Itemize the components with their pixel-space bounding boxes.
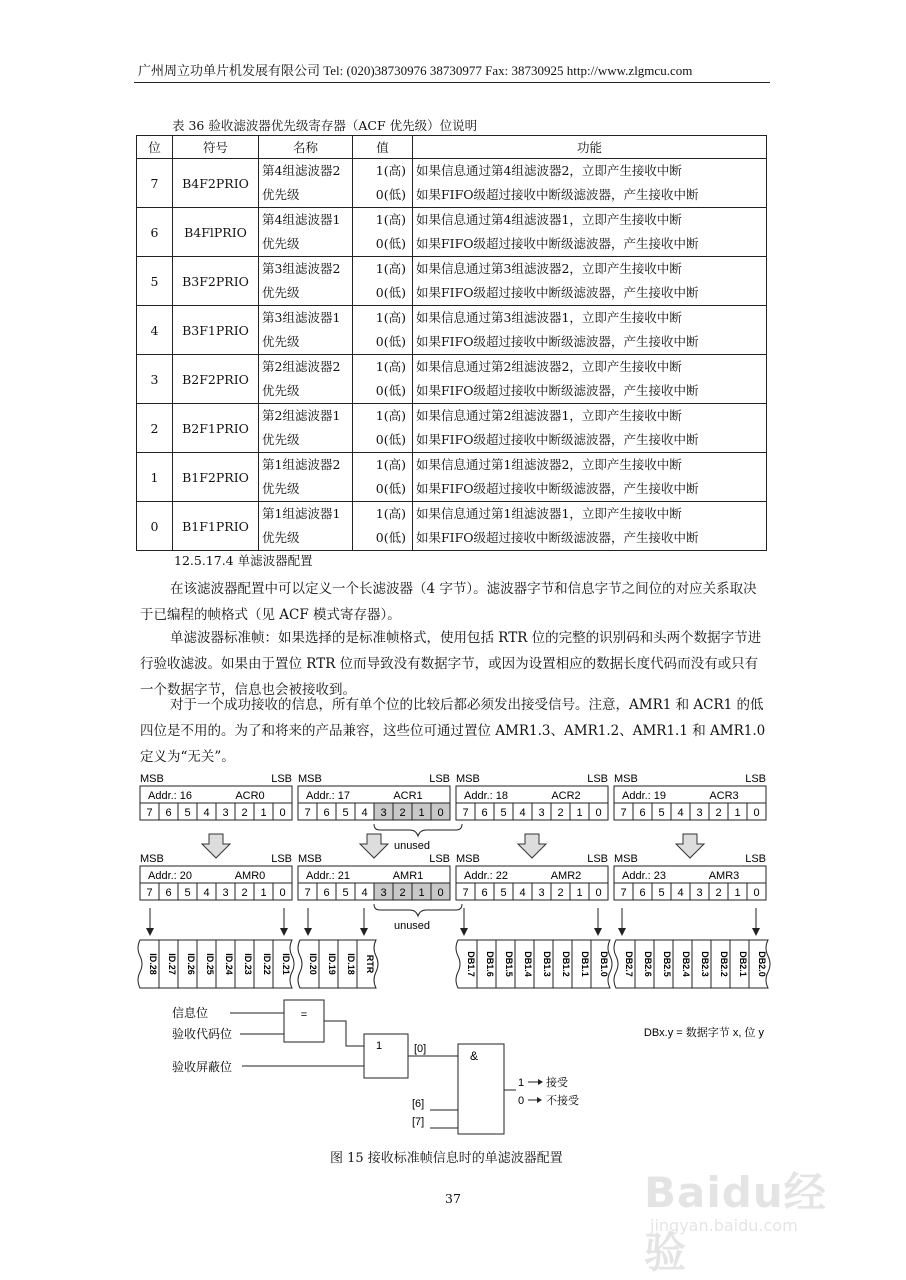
arrow-head-icon bbox=[280, 928, 288, 936]
msb-label: MSB bbox=[456, 853, 480, 865]
bit-number: 5 bbox=[342, 807, 349, 819]
message-bit-label: DB1.7 bbox=[466, 951, 476, 977]
acr-name: ACR0 bbox=[235, 790, 265, 802]
message-bit-label: DB2.1 bbox=[738, 951, 748, 977]
label-accept-mask: 验收屏蔽位 bbox=[172, 1060, 233, 1074]
table-row bbox=[137, 453, 767, 502]
message-bit-label: DB2.0 bbox=[757, 951, 767, 977]
down-arrow-icon bbox=[360, 834, 388, 858]
cell-function-line-1: 如果信息通过第3组滤波器1，立即产生接收中断 bbox=[416, 310, 682, 325]
cell-function-line-2: 如果FIFO级超过接收中断级滤波器，产生接收中断 bbox=[416, 334, 699, 349]
message-bit-label: ID.23 bbox=[243, 953, 253, 975]
bit-number: 7 bbox=[620, 887, 627, 899]
message-bit-label: ID.25 bbox=[205, 953, 215, 975]
header-rule bbox=[134, 82, 770, 83]
table-row bbox=[137, 404, 767, 453]
figure-caption: 图 15 接收标准帧信息时的单滤波器配置 bbox=[330, 1151, 563, 1166]
bit-number: 1 bbox=[576, 807, 583, 819]
cell-function-line-2: 如果FIFO级超过接收中断级滤波器，产生接收中断 bbox=[416, 481, 699, 496]
bit-number: 5 bbox=[342, 887, 349, 899]
bit-number: 6 bbox=[165, 807, 172, 819]
cell-bit: 7 bbox=[137, 159, 173, 208]
bit-number: 4 bbox=[203, 807, 210, 819]
bit-number: 0 bbox=[437, 887, 444, 899]
bit-number: 0 bbox=[279, 887, 286, 899]
unused-label: unused bbox=[393, 920, 431, 932]
acf-priority-table bbox=[136, 135, 767, 551]
unused-brace bbox=[374, 824, 462, 836]
message-bit-label: DB2.2 bbox=[719, 951, 729, 977]
table-caption: 表 36 验收滤波器优先级寄存器（ACF 优先级）位说明 bbox=[172, 118, 478, 133]
cell-symbol: B2F2PRIO bbox=[173, 355, 259, 404]
input-0-label: [0] bbox=[414, 1043, 427, 1055]
paragraph-2: 单滤波器标准帧：如果选择的是标准帧格式，使用包括 RTR 位的完整的识别码和头两个数据字节进行验收滤波。如果由于置位 RTR 位而导致没有数据字节，或因为设置相应的数据长度代码而没有或只有一个数据字节，信息也会被接收到。 bbox=[140, 630, 762, 698]
or-gate-symbol: 1 bbox=[376, 1040, 383, 1052]
bit-number: 7 bbox=[620, 807, 627, 819]
bit-number: 4 bbox=[519, 807, 526, 819]
cell-bit: 1 bbox=[137, 453, 173, 502]
and-gate bbox=[458, 1044, 504, 1134]
baidu-watermark bbox=[638, 1160, 868, 1277]
cell-name bbox=[259, 355, 353, 404]
cell-value bbox=[353, 208, 413, 257]
cell-bit: 2 bbox=[137, 404, 173, 453]
cell-name-line-1: 第1组滤波器1 bbox=[262, 506, 341, 521]
bit-number: 6 bbox=[165, 887, 172, 899]
bit-number: 1 bbox=[734, 887, 741, 899]
cell-name bbox=[259, 159, 353, 208]
bit-number: 6 bbox=[323, 887, 330, 899]
label-accept-code: 验收代码位 bbox=[172, 1027, 233, 1041]
arrow-head-icon bbox=[460, 928, 468, 936]
cell-value bbox=[353, 502, 413, 551]
cell-name-line-1: 第3组滤波器2 bbox=[262, 261, 341, 276]
lsb-label: LSB bbox=[745, 853, 766, 865]
msb-label: MSB bbox=[614, 773, 638, 785]
cell-symbol: B4F2PRIO bbox=[173, 159, 259, 208]
cell-name bbox=[259, 306, 353, 355]
table-row bbox=[137, 257, 767, 306]
bit-number: 0 bbox=[595, 887, 602, 899]
cell-function-line-1: 如果信息通过第4组滤波器1，立即产生接收中断 bbox=[416, 212, 682, 227]
msb-label: MSB bbox=[140, 853, 164, 865]
cell-name-line-2: 优先级 bbox=[262, 187, 300, 202]
bit-number: 0 bbox=[753, 807, 760, 819]
message-bit-label: DB2.7 bbox=[624, 951, 634, 977]
cell-function-line-1: 如果信息通过第4组滤波器2，立即产生接收中断 bbox=[416, 163, 682, 178]
bit-number: 3 bbox=[538, 887, 545, 899]
msb-label: MSB bbox=[298, 773, 322, 785]
cell-value-line-1: 1(高) bbox=[375, 457, 406, 472]
cell-function bbox=[413, 306, 767, 355]
msb-label: MSB bbox=[456, 773, 480, 785]
cell-name bbox=[259, 453, 353, 502]
amr-name: AMR2 bbox=[550, 870, 582, 882]
bit-number: 4 bbox=[677, 807, 684, 819]
lsb-label: LSB bbox=[745, 773, 766, 785]
cell-value-line-2: 0(低) bbox=[375, 530, 406, 545]
bit-number: 0 bbox=[595, 807, 602, 819]
table-row bbox=[137, 208, 767, 257]
col-header-symbol: 符号 bbox=[173, 136, 259, 159]
amr-name: AMR0 bbox=[234, 870, 266, 882]
arrow-right-icon bbox=[537, 1097, 542, 1103]
cell-name-line-2: 优先级 bbox=[262, 481, 300, 496]
bit-number: 3 bbox=[380, 807, 387, 819]
or-gate bbox=[364, 1034, 408, 1078]
lsb-label: LSB bbox=[587, 853, 608, 865]
cell-function-line-1: 如果信息通过第1组滤波器2，立即产生接收中断 bbox=[416, 457, 682, 472]
message-bit-label: ID.19 bbox=[327, 953, 337, 975]
bit-number: 6 bbox=[639, 807, 646, 819]
message-bit-label: ID.28 bbox=[148, 953, 158, 975]
cell-value-line-2: 0(低) bbox=[375, 432, 406, 447]
bit-number: 3 bbox=[222, 887, 229, 899]
cell-function-line-2: 如果FIFO级超过接收中断级滤波器，产生接收中断 bbox=[416, 432, 699, 447]
bit-number: 0 bbox=[753, 887, 760, 899]
bit-number: 3 bbox=[696, 807, 703, 819]
amr-addr: Addr.: 20 bbox=[148, 870, 193, 882]
message-bit-label: DB2.5 bbox=[662, 951, 672, 977]
cell-value-line-1: 1(高) bbox=[375, 359, 406, 374]
bit-number: 2 bbox=[715, 887, 722, 899]
cell-name-line-2: 优先级 bbox=[262, 530, 300, 545]
eq-gate-symbol: = bbox=[300, 1009, 308, 1021]
cell-value-line-1: 1(高) bbox=[375, 506, 406, 521]
message-bit-label: ID.20 bbox=[308, 953, 318, 975]
cell-symbol: B1F1PRIO bbox=[173, 502, 259, 551]
cell-value-line-2: 0(低) bbox=[375, 334, 406, 349]
bit-number: 2 bbox=[399, 887, 406, 899]
cell-bit: 5 bbox=[137, 257, 173, 306]
single-filter-diagram bbox=[136, 768, 776, 1138]
output-1: 1 bbox=[518, 1077, 525, 1089]
cell-function-line-2: 如果FIFO级超过接收中断级滤波器，产生接收中断 bbox=[416, 236, 699, 251]
cell-function bbox=[413, 453, 767, 502]
cell-value bbox=[353, 355, 413, 404]
down-arrow-icon bbox=[518, 834, 546, 858]
bit-number: 5 bbox=[500, 807, 507, 819]
msb-label: MSB bbox=[614, 853, 638, 865]
acr-name: ACR3 bbox=[709, 790, 739, 802]
cell-symbol: B4FlPRIO bbox=[173, 208, 259, 257]
bit-number: 5 bbox=[184, 807, 191, 819]
cell-name-line-1: 第1组滤波器2 bbox=[262, 457, 341, 472]
cell-function bbox=[413, 355, 767, 404]
cell-name bbox=[259, 257, 353, 306]
arrow-head-icon bbox=[360, 928, 368, 936]
bit-number: 7 bbox=[146, 887, 153, 899]
cell-value-line-1: 1(高) bbox=[375, 408, 406, 423]
col-header-name: 名称 bbox=[259, 136, 353, 159]
cell-value bbox=[353, 404, 413, 453]
unused-label: unused bbox=[393, 840, 431, 852]
bit-number: 6 bbox=[323, 807, 330, 819]
bit-number: 2 bbox=[557, 887, 564, 899]
cell-value-line-2: 0(低) bbox=[375, 481, 406, 496]
bit-number: 5 bbox=[658, 887, 665, 899]
cell-name-line-2: 优先级 bbox=[262, 334, 300, 349]
bit-number: 2 bbox=[557, 807, 564, 819]
acr-addr: Addr.: 17 bbox=[306, 790, 351, 802]
cell-bit: 0 bbox=[137, 502, 173, 551]
bit-number: 4 bbox=[203, 887, 210, 899]
cell-value-line-1: 1(高) bbox=[375, 212, 406, 227]
cell-value-line-1: 1(高) bbox=[375, 261, 406, 276]
output-1-label: 接受 bbox=[546, 1077, 568, 1089]
cell-value-line-2: 0(低) bbox=[375, 236, 406, 251]
bit-number: 1 bbox=[418, 807, 425, 819]
cell-value-line-2: 0(低) bbox=[375, 285, 406, 300]
label-message-bit: 信息位 bbox=[172, 1006, 209, 1020]
cell-bit: 3 bbox=[137, 355, 173, 404]
cell-function-line-2: 如果FIFO级超过接收中断级滤波器，产生接收中断 bbox=[416, 187, 699, 202]
bit-number: 6 bbox=[481, 887, 488, 899]
cell-symbol: B1F2PRIO bbox=[173, 453, 259, 502]
cell-value bbox=[353, 257, 413, 306]
message-bit-label: ID.18 bbox=[346, 953, 356, 975]
lsb-label: LSB bbox=[271, 773, 292, 785]
amr-name: AMR1 bbox=[392, 870, 424, 882]
message-bit-label: ID.22 bbox=[262, 953, 272, 975]
cell-name bbox=[259, 404, 353, 453]
lsb-label: LSB bbox=[429, 853, 450, 865]
acr-addr: Addr.: 16 bbox=[148, 790, 193, 802]
table-row bbox=[137, 502, 767, 551]
msb-label: MSB bbox=[140, 773, 164, 785]
message-bit-label: DB2.6 bbox=[643, 951, 653, 977]
amr-addr: Addr.: 21 bbox=[306, 870, 351, 882]
bit-number: 5 bbox=[500, 887, 507, 899]
cell-name-line-1: 第4组滤波器1 bbox=[262, 212, 341, 227]
acr-addr: Addr.: 19 bbox=[622, 790, 667, 802]
bit-number: 4 bbox=[361, 807, 368, 819]
message-bit-label: DB1.1 bbox=[580, 951, 590, 977]
bit-number: 7 bbox=[304, 807, 311, 819]
input-7-label: [7] bbox=[412, 1116, 425, 1128]
output-0: 0 bbox=[518, 1095, 525, 1107]
arrow-head-icon bbox=[594, 928, 602, 936]
amr-addr: Addr.: 23 bbox=[622, 870, 667, 882]
down-arrow-icon bbox=[202, 834, 230, 858]
wire bbox=[324, 1021, 364, 1046]
cell-function bbox=[413, 159, 767, 208]
message-bit-label: DB1.0 bbox=[599, 951, 609, 977]
lsb-label: LSB bbox=[587, 773, 608, 785]
col-header-value: 值 bbox=[353, 136, 413, 159]
amr-addr: Addr.: 22 bbox=[464, 870, 509, 882]
cell-name-line-1: 第2组滤波器1 bbox=[262, 408, 341, 423]
cell-name-line-2: 优先级 bbox=[262, 236, 300, 251]
cell-name-line-2: 优先级 bbox=[262, 432, 300, 447]
cell-function-line-1: 如果信息通过第2组滤波器1，立即产生接收中断 bbox=[416, 408, 682, 423]
bit-number: 2 bbox=[715, 807, 722, 819]
cell-name-line-2: 优先级 bbox=[262, 285, 300, 300]
bit-number: 0 bbox=[279, 807, 286, 819]
cell-bit: 6 bbox=[137, 208, 173, 257]
eq-gate bbox=[284, 1000, 324, 1042]
cell-value-line-2: 0(低) bbox=[375, 383, 406, 398]
arrow-right-icon bbox=[538, 1079, 543, 1085]
msb-label: MSB bbox=[298, 853, 322, 865]
bit-number: 0 bbox=[437, 807, 444, 819]
table-row bbox=[137, 306, 767, 355]
arrow-head-icon bbox=[618, 928, 626, 936]
acr-name: ACR1 bbox=[393, 790, 423, 802]
amr-name: AMR3 bbox=[708, 870, 740, 882]
bit-number: 7 bbox=[304, 887, 311, 899]
cell-symbol: B2F1PRIO bbox=[173, 404, 259, 453]
bit-number: 3 bbox=[222, 807, 229, 819]
bit-number: 4 bbox=[361, 887, 368, 899]
bit-number: 5 bbox=[658, 807, 665, 819]
cell-function-line-1: 如果信息通过第1组滤波器1，立即产生接收中断 bbox=[416, 506, 682, 521]
bit-number: 2 bbox=[241, 887, 248, 899]
paragraph-3: 对于一个成功接收的信息，所有单个位的比较后都必须发出接受信号。注意，AMR1 和 ACR1 的低四位是不用的。为了和将来的产品兼容，这些位可通过置位 AMR1.3、AMR1.2、AMR1.1 和 AMR1.0 定义为“无关”。 bbox=[140, 697, 766, 765]
col-header-function: 功能 bbox=[413, 136, 767, 159]
message-bit-label: DB2.3 bbox=[700, 951, 710, 977]
output-0-label: 不接受 bbox=[546, 1095, 579, 1107]
cell-value-line-1: 1(高) bbox=[375, 163, 406, 178]
message-bit-label: DB1.5 bbox=[504, 951, 514, 977]
message-bit-label: ID.27 bbox=[167, 953, 177, 975]
figure-legend: DBx.y = 数据字节 x, 位 y bbox=[643, 1027, 764, 1039]
watermark-url: jingyan.baidu.com bbox=[650, 1216, 798, 1235]
cell-function-line-2: 如果FIFO级超过接收中断级滤波器，产生接收中断 bbox=[416, 285, 699, 300]
col-header-bit: 位 bbox=[137, 136, 173, 159]
cell-value bbox=[353, 159, 413, 208]
cell-function-line-2: 如果FIFO级超过接收中断级滤波器，产生接收中断 bbox=[416, 530, 699, 545]
lsb-label: LSB bbox=[271, 853, 292, 865]
cell-name bbox=[259, 208, 353, 257]
unused-brace bbox=[374, 904, 462, 916]
cell-name-line-1: 第3组滤波器1 bbox=[262, 310, 341, 325]
bit-number: 1 bbox=[260, 887, 267, 899]
page-header: 广州周立功单片机发展有限公司 Tel: (020)38730976 38730977 Fax: 38730925 http://www.zlgmcu.com bbox=[138, 63, 693, 78]
message-bit-label: DB1.4 bbox=[523, 951, 533, 977]
cell-name bbox=[259, 502, 353, 551]
bit-number: 1 bbox=[576, 887, 583, 899]
cell-function bbox=[413, 404, 767, 453]
message-bit-label: DB1.3 bbox=[542, 951, 552, 977]
bit-number: 7 bbox=[462, 807, 469, 819]
bit-number: 7 bbox=[462, 887, 469, 899]
table-row bbox=[137, 159, 767, 208]
cell-function-line-2: 如果FIFO级超过接收中断级滤波器，产生接收中断 bbox=[416, 383, 699, 398]
cell-value-line-1: 1(高) bbox=[375, 310, 406, 325]
cell-value bbox=[353, 453, 413, 502]
bit-number: 6 bbox=[481, 807, 488, 819]
bit-number: 3 bbox=[380, 887, 387, 899]
table-row bbox=[137, 355, 767, 404]
bit-number: 1 bbox=[734, 807, 741, 819]
acr-addr: Addr.: 18 bbox=[464, 790, 509, 802]
cell-bit: 4 bbox=[137, 306, 173, 355]
message-bit-label: ID.26 bbox=[186, 953, 196, 975]
lsb-label: LSB bbox=[429, 773, 450, 785]
bit-number: 2 bbox=[399, 807, 406, 819]
arrow-head-icon bbox=[304, 928, 312, 936]
bit-number: 5 bbox=[184, 887, 191, 899]
message-bit-label: DB1.2 bbox=[561, 951, 571, 977]
cell-function-line-1: 如果信息通过第2组滤波器2，立即产生接收中断 bbox=[416, 359, 682, 374]
cell-function bbox=[413, 502, 767, 551]
message-bit-label: DB1.6 bbox=[485, 951, 495, 977]
message-bit-label: DB2.4 bbox=[681, 951, 691, 977]
bit-number: 4 bbox=[519, 887, 526, 899]
cell-symbol: B3F2PRIO bbox=[173, 257, 259, 306]
acr-name: ACR2 bbox=[551, 790, 581, 802]
watermark-logo: Baidu经验 bbox=[644, 1168, 827, 1277]
cell-name-line-1: 第2组滤波器2 bbox=[262, 359, 341, 374]
cell-function bbox=[413, 257, 767, 306]
cell-name-line-2: 优先级 bbox=[262, 383, 300, 398]
paragraph-1: 在该滤波器配置中可以定义一个长滤波器（4 字节）。滤波器字节和信息字节之间位的对应关系取决于已编程的帧格式（见 ACF 模式寄存器）。 bbox=[140, 581, 757, 623]
bit-number: 4 bbox=[677, 887, 684, 899]
bit-number: 1 bbox=[260, 807, 267, 819]
bit-number: 3 bbox=[696, 887, 703, 899]
message-bit-label: RTR bbox=[365, 954, 375, 974]
and-gate-symbol: & bbox=[470, 1049, 479, 1063]
cell-function-line-1: 如果信息通过第3组滤波器2，立即产生接收中断 bbox=[416, 261, 682, 276]
section-title: 12.5.17.4 单滤波器配置 bbox=[174, 553, 313, 568]
arrow-head-icon bbox=[146, 928, 154, 936]
bit-number: 2 bbox=[241, 807, 248, 819]
down-arrow-icon bbox=[676, 834, 704, 858]
arrow-head-icon bbox=[752, 928, 760, 936]
bit-number: 7 bbox=[146, 807, 153, 819]
cell-name-line-1: 第4组滤波器2 bbox=[262, 163, 341, 178]
cell-symbol: B3F1PRIO bbox=[173, 306, 259, 355]
bit-number: 1 bbox=[418, 887, 425, 899]
cell-value-line-2: 0(低) bbox=[375, 187, 406, 202]
cell-function bbox=[413, 208, 767, 257]
bit-number: 3 bbox=[538, 807, 545, 819]
page-number: 37 bbox=[445, 1191, 461, 1206]
cell-value bbox=[353, 306, 413, 355]
message-bit-label: ID.24 bbox=[224, 953, 234, 975]
bit-number: 6 bbox=[639, 887, 646, 899]
input-6-label: [6] bbox=[412, 1098, 425, 1110]
message-bit-label: ID.21 bbox=[281, 953, 291, 975]
